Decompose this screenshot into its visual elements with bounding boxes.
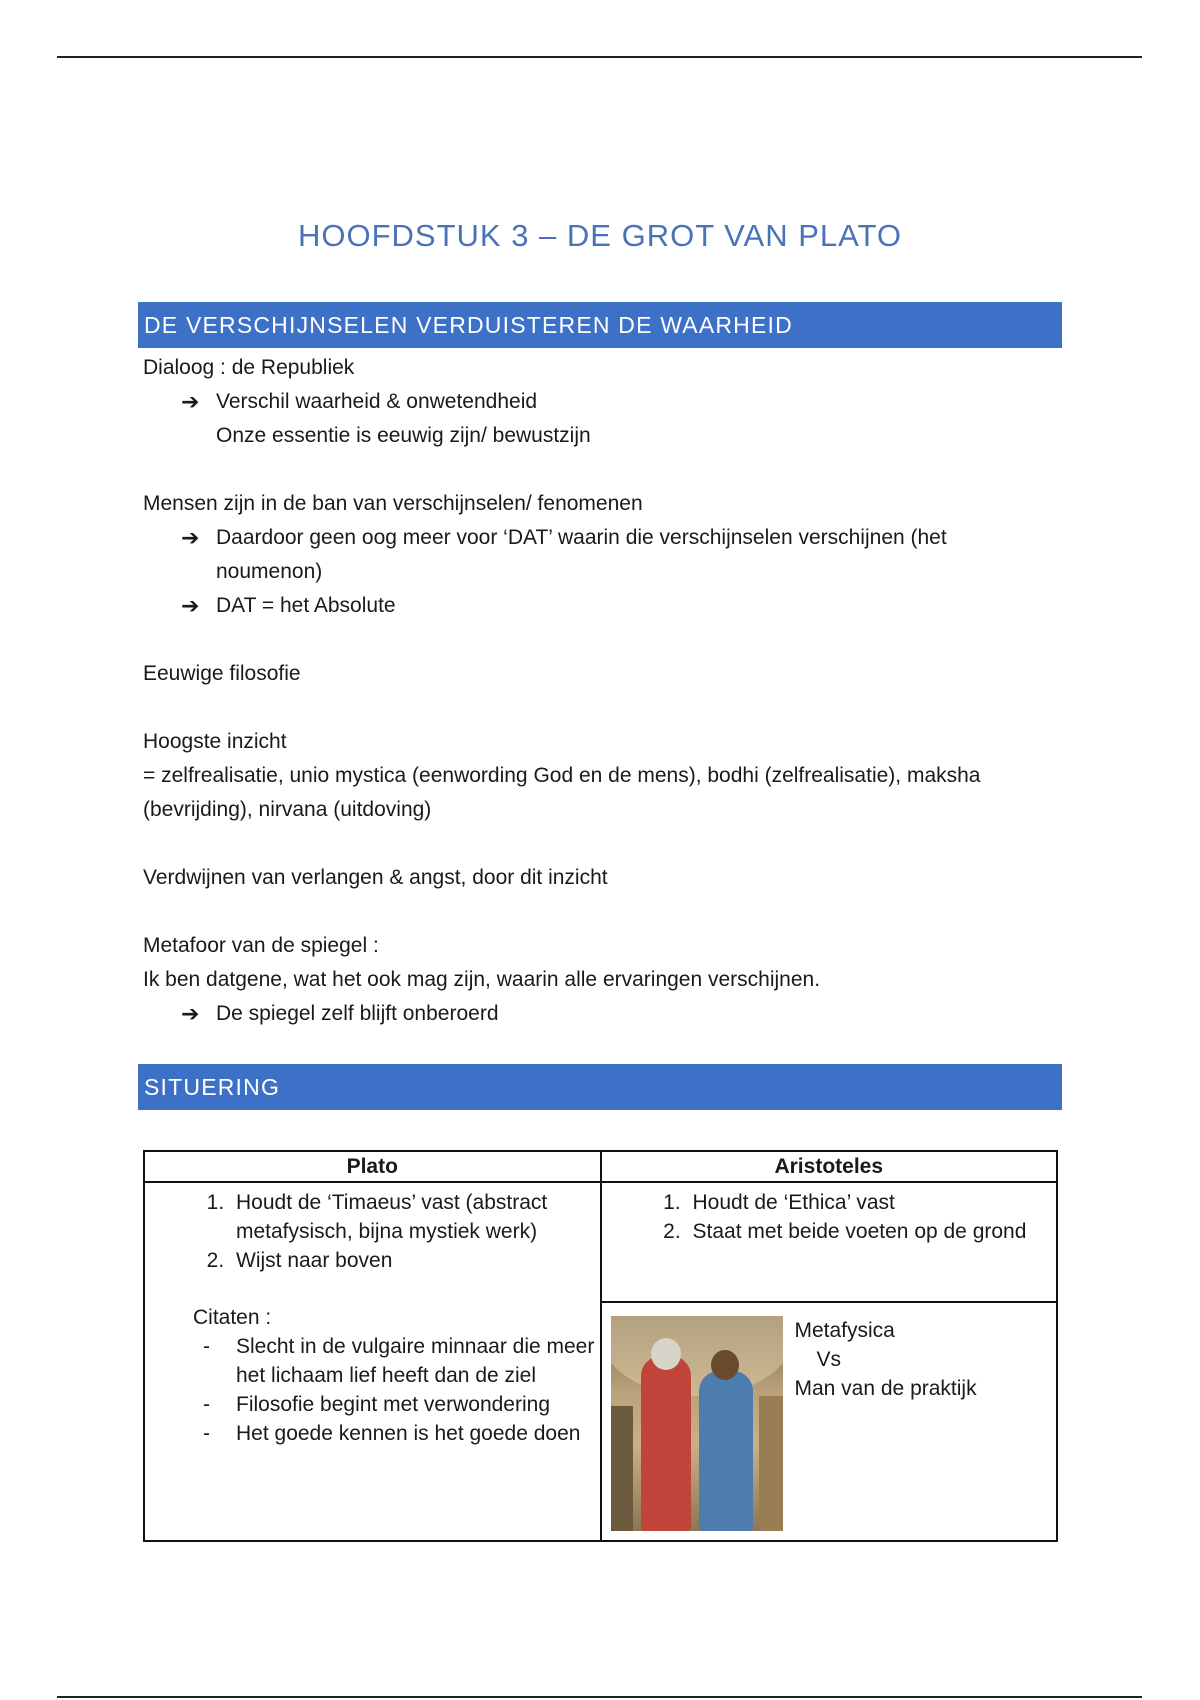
arrow-right-icon: ➔ (181, 525, 200, 550)
list-item: 1. Houdt de ‘Timaeus’ vast (abstract metafysisch, bijna mystiek werk) (230, 1188, 599, 1246)
paragraph: Hoogste inzicht (143, 730, 287, 753)
arrow-right-icon: ➔ (181, 389, 200, 414)
citaten-list (146, 1332, 599, 1448)
image-caption (783, 1316, 977, 1531)
page-title: HOOFDSTUK 3 – DE GROT VAN PLATO (297, 218, 903, 253)
arrow-item (143, 997, 1063, 1031)
caption-line: Man van de praktijk (794, 1377, 977, 1400)
section-body-verschijnselen (143, 351, 1063, 1031)
section-heading-verschijnselen: DE VERSCHIJNSELEN VERDUISTEREN DE WAARHEID (138, 302, 1062, 348)
arrow-item (143, 385, 1063, 419)
paragraph: noumenon) (216, 560, 323, 583)
paragraph: Onze essentie is eeuwig zijn/ bewustzijn (216, 424, 591, 447)
list-item: - Filosofie begint met verwondering (236, 1390, 599, 1419)
plato-list (146, 1188, 599, 1275)
paragraph: Ik ben datgene, wat het ook mag zijn, waarin alle ervaringen verschijnen. (143, 968, 821, 991)
table-header-aristoteles: Aristoteles (601, 1151, 1058, 1182)
aristoteles-list (603, 1188, 1056, 1246)
list-item: 1. Houdt de ‘Ethica’ vast (687, 1188, 1056, 1217)
paragraph: = zelfrealisatie, unio mystica (eenwording God en de mens), bodhi (zelfrealisatie), maksha (143, 764, 981, 787)
paragraph: Verdwijnen van verlangen & angst, door dit inzicht (143, 866, 608, 889)
list-item: - Het goede kennen is het goede doen (236, 1419, 599, 1448)
caption-line: Vs (816, 1348, 842, 1371)
list-item: - Slecht in de vulgaire minnaar die meer het lichaam lief heeft dan de ziel (236, 1332, 599, 1390)
caption-line: Metafysica (794, 1319, 895, 1342)
arrow-text: Verschil waarheid & onwetendheid (216, 390, 538, 413)
citaten-label: Citaten : (193, 1306, 272, 1329)
paragraph: Eeuwige filosofie (143, 662, 301, 685)
paragraph: (bevrijding), nirvana (uitdoving) (143, 798, 432, 821)
list-item: 2. Wijst naar boven (230, 1246, 599, 1275)
paragraph: Dialoog : de Republiek (143, 356, 355, 379)
arrow-item (143, 589, 1063, 623)
aristoteles-cell (601, 1182, 1058, 1302)
list-item: 2. Staat met beide voeten op de grond (687, 1217, 1056, 1246)
footer-rule (57, 1696, 1142, 1698)
arrow-right-icon: ➔ (181, 1001, 200, 1026)
arrow-text: Daardoor geen oog meer voor ‘DAT’ waarin die verschijnselen verschijnen (het (216, 526, 947, 549)
header-rule (57, 56, 1142, 58)
paragraph: Metafoor van de spiegel : (143, 934, 379, 957)
situering-table (143, 1150, 1058, 1542)
arrow-text: De spiegel zelf blijft onberoerd (216, 1002, 499, 1025)
school-of-athens-image (611, 1316, 783, 1531)
image-cell (601, 1302, 1058, 1541)
paragraph: Mensen zijn in de ban van verschijnselen/ fenomenen (143, 492, 643, 515)
arrow-right-icon: ➔ (181, 593, 200, 618)
table-header-plato: Plato (144, 1151, 601, 1182)
arrow-text: DAT = het Absolute (216, 594, 396, 617)
section-heading-situering: SITUERING (138, 1064, 1062, 1110)
arrow-item (143, 521, 1063, 555)
plato-cell (144, 1182, 601, 1541)
